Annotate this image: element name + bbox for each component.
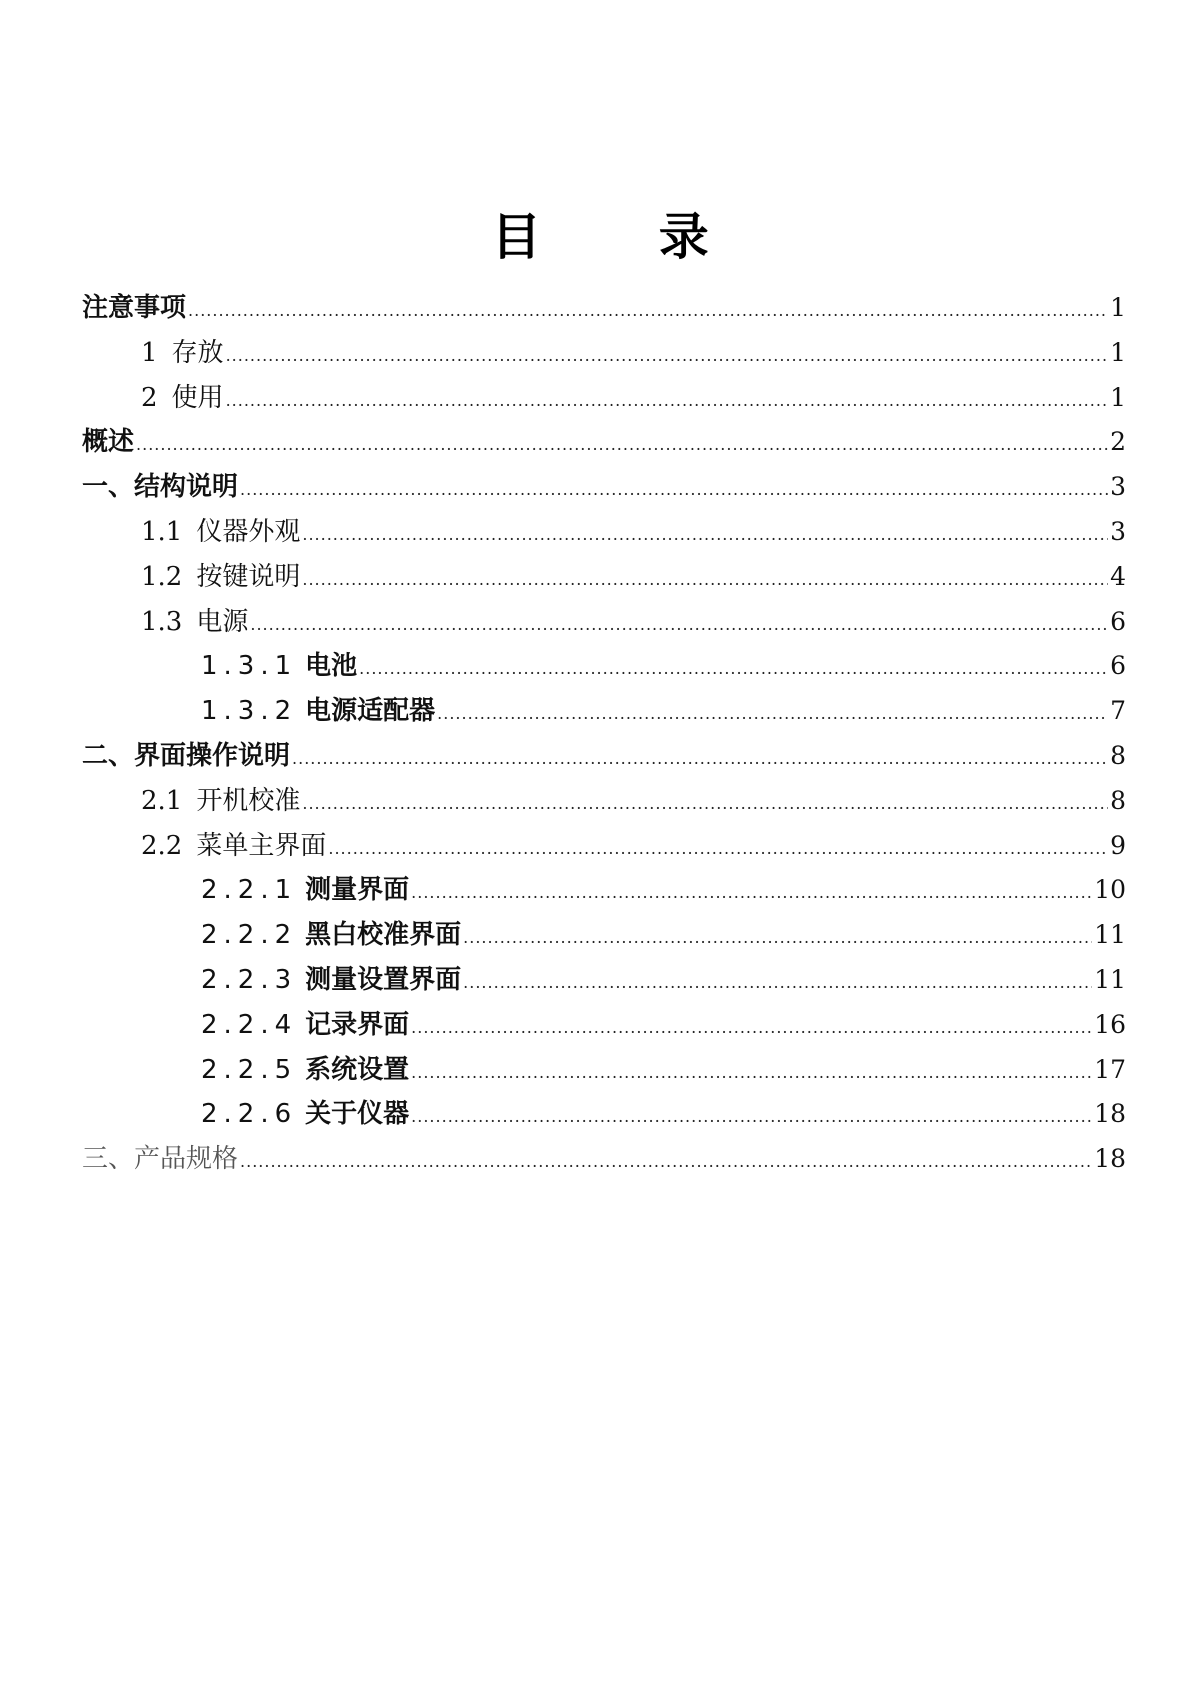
toc-entry[interactable] <box>82 824 1126 869</box>
toc-entry[interactable] <box>82 555 1126 600</box>
toc-page-number: 16 <box>1094 1009 1126 1039</box>
toc-leader-dots <box>328 834 1108 864</box>
toc-entry-number: 1.3.1 <box>201 651 298 682</box>
toc-entry-number: 1 <box>141 337 158 368</box>
toc-page-number: 9 <box>1110 830 1126 860</box>
toc-leader-dots <box>302 520 1108 550</box>
toc-entry-label: 存放 <box>171 337 224 368</box>
toc-leader-dots <box>359 654 1108 684</box>
toc-page-number: 1 <box>1110 382 1126 412</box>
toc-entry-label: 概述 <box>82 427 135 458</box>
toc-entry[interactable] <box>82 600 1126 645</box>
toc-entry-label: 按键说明 <box>196 561 301 592</box>
toc-page-number: 6 <box>1110 651 1126 681</box>
toc-entry-number: 2.1 <box>141 785 183 816</box>
toc-page-number: 3 <box>1110 472 1126 502</box>
toc-leader-dots <box>437 699 1108 729</box>
toc-entry[interactable] <box>82 689 1126 734</box>
toc-entry-number: 1.2 <box>141 561 183 592</box>
toc-entry-label: 仪器外观 <box>196 516 301 547</box>
toc-page-number: 18 <box>1094 1099 1126 1129</box>
toc-entry[interactable] <box>82 420 1126 465</box>
toc-page-number: 7 <box>1110 696 1126 726</box>
toc-title: 目 录 <box>491 208 759 266</box>
toc-page-number: 17 <box>1094 1054 1126 1084</box>
toc-entry[interactable] <box>82 644 1126 689</box>
toc-entry-label: 三、产品规格 <box>82 1144 239 1175</box>
toc-entry-label: 关于仪器 <box>305 1099 410 1130</box>
toc-entry-label: 注意事项 <box>82 293 187 323</box>
toc-leader-dots <box>411 1013 1092 1043</box>
toc-entry[interactable] <box>82 779 1126 824</box>
toc-entry[interactable] <box>82 1092 1126 1137</box>
toc-entry-number: 2 <box>141 382 158 413</box>
toc-entry[interactable] <box>82 734 1126 779</box>
toc-entry-label: 电源 <box>196 606 249 637</box>
toc-entry[interactable] <box>82 376 1126 421</box>
toc-entry-number: 2.2.4 <box>201 1009 298 1040</box>
toc-entry-number: 2.2.2 <box>201 920 298 951</box>
toc-page-number: 8 <box>1110 785 1126 815</box>
toc-entry-label: 测量设置界面 <box>305 964 462 995</box>
toc-entry[interactable] <box>82 1137 1126 1182</box>
table-of-contents <box>82 286 1126 1182</box>
toc-entry-label: 开机校准 <box>196 785 301 816</box>
toc-entry[interactable] <box>82 1048 1126 1093</box>
toc-leader-dots <box>292 744 1108 774</box>
toc-entry[interactable] <box>82 510 1126 555</box>
toc-page-number: 1 <box>1110 337 1126 367</box>
toc-leader-dots <box>136 430 1108 460</box>
toc-leader-dots <box>240 1147 1092 1177</box>
toc-page-number: 3 <box>1110 516 1126 546</box>
toc-entry[interactable] <box>82 868 1126 913</box>
toc-entry-label: 电源适配器 <box>305 696 436 727</box>
toc-entry-label: 二、界面操作说明 <box>82 740 291 771</box>
toc-entry-label: 菜单主界面 <box>196 830 327 861</box>
toc-page-number: 8 <box>1110 740 1126 770</box>
toc-entry-number: 2.2.5 <box>201 1054 298 1085</box>
toc-entry[interactable] <box>82 958 1126 1003</box>
toc-leader-dots <box>250 610 1108 640</box>
toc-leader-dots <box>240 475 1108 505</box>
toc-entry[interactable] <box>82 331 1126 376</box>
toc-page-number: 2 <box>1110 427 1126 457</box>
toc-entry-label: 电池 <box>305 651 358 682</box>
toc-entry[interactable] <box>82 286 1126 331</box>
toc-entry-number: 2.2.1 <box>201 875 298 906</box>
toc-entry-number: 1.3 <box>141 606 183 637</box>
toc-leader-dots <box>226 386 1109 416</box>
toc-leader-dots <box>411 878 1092 908</box>
toc-entry-number: 2.2.6 <box>201 1099 298 1130</box>
toc-entry[interactable] <box>82 913 1126 958</box>
toc-leader-dots <box>411 1058 1092 1088</box>
toc-entry[interactable] <box>82 465 1126 510</box>
toc-page-number: 10 <box>1094 875 1126 905</box>
toc-page-number: 4 <box>1110 561 1126 591</box>
toc-entry-label: 记录界面 <box>305 1009 410 1040</box>
toc-leader-dots <box>302 565 1108 595</box>
toc-leader-dots <box>302 789 1108 819</box>
toc-entry-number: 2.2.3 <box>201 964 298 995</box>
toc-entry-label: 系统设置 <box>305 1054 410 1085</box>
toc-entry-label: 测量界面 <box>305 875 410 906</box>
toc-leader-dots <box>463 968 1092 998</box>
toc-leader-dots <box>188 296 1108 326</box>
toc-entry-number: 1.1 <box>141 516 183 547</box>
toc-leader-dots <box>411 1102 1092 1132</box>
toc-page-number: 18 <box>1094 1144 1126 1174</box>
toc-entry-number: 2.2 <box>141 830 183 861</box>
toc-leader-dots <box>226 341 1109 371</box>
toc-leader-dots <box>463 923 1092 953</box>
toc-entry-label: 使用 <box>171 382 224 413</box>
toc-entry-label: 一、结构说明 <box>82 472 239 503</box>
toc-entry[interactable] <box>82 1003 1126 1048</box>
toc-page-number: 11 <box>1094 964 1126 994</box>
toc-entry-label: 黑白校准界面 <box>305 920 462 951</box>
toc-page-number: 1 <box>1110 293 1126 322</box>
toc-page-number: 11 <box>1094 920 1126 950</box>
toc-page-number: 6 <box>1110 606 1126 636</box>
toc-entry-number: 1.3.2 <box>201 696 298 727</box>
